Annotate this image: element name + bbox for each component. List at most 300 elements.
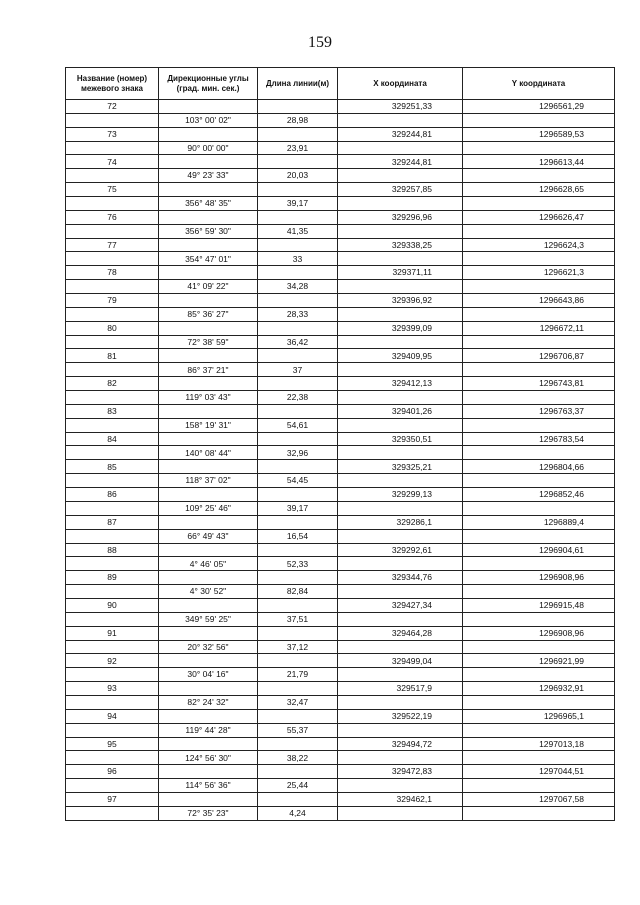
x-coordinate: 329396,92 (338, 294, 463, 308)
direction-angle: 86° 37' 21" (159, 363, 258, 377)
point-name: 76 (66, 210, 159, 224)
empty-cell (258, 543, 338, 557)
point-name: 94 (66, 709, 159, 723)
empty-cell (338, 113, 463, 127)
point-row (66, 238, 615, 252)
empty-cell (338, 668, 463, 682)
segment-row (66, 723, 615, 737)
empty-cell (66, 224, 159, 238)
empty-cell (463, 640, 615, 654)
segment-row (66, 751, 615, 765)
empty-cell (159, 460, 258, 474)
empty-cell (66, 197, 159, 211)
y-coordinate: 1296624,3 (463, 238, 615, 252)
header-x: X координата (338, 68, 463, 100)
x-coordinate: 329371,11 (338, 266, 463, 280)
empty-cell (159, 127, 258, 141)
direction-angle: 349° 59' 25" (159, 612, 258, 626)
empty-cell (463, 169, 615, 183)
empty-cell (463, 806, 615, 820)
point-name: 89 (66, 571, 159, 585)
y-coordinate: 1296932,91 (463, 682, 615, 696)
empty-cell (338, 391, 463, 405)
line-length: 28,33 (258, 307, 338, 321)
x-coordinate: 329462,1 (338, 792, 463, 806)
y-coordinate: 1296763,37 (463, 404, 615, 418)
y-coordinate: 1296804,66 (463, 460, 615, 474)
empty-cell (159, 155, 258, 169)
direction-angle: 140° 08' 44" (159, 446, 258, 460)
direction-angle: 49° 23' 33" (159, 169, 258, 183)
empty-cell (258, 765, 338, 779)
line-length: 37,51 (258, 612, 338, 626)
y-coordinate: 1297013,18 (463, 737, 615, 751)
direction-angle: 4° 46' 05" (159, 557, 258, 571)
point-row (66, 404, 615, 418)
point-name: 79 (66, 294, 159, 308)
y-coordinate: 1296743,81 (463, 377, 615, 391)
empty-cell (338, 474, 463, 488)
y-coordinate: 1296908,96 (463, 571, 615, 585)
direction-angle: 66° 49' 43" (159, 529, 258, 543)
y-coordinate: 1296908,96 (463, 626, 615, 640)
empty-cell (463, 141, 615, 155)
empty-cell (258, 404, 338, 418)
y-coordinate: 1296915,48 (463, 598, 615, 612)
empty-cell (338, 695, 463, 709)
x-coordinate: 329399,09 (338, 321, 463, 335)
segment-row (66, 197, 615, 211)
empty-cell (463, 751, 615, 765)
point-row (66, 709, 615, 723)
table-body (66, 100, 615, 821)
x-coordinate: 329292,61 (338, 543, 463, 557)
empty-cell (66, 446, 159, 460)
point-name: 93 (66, 682, 159, 696)
segment-row (66, 640, 615, 654)
y-coordinate: 1296643,86 (463, 294, 615, 308)
empty-cell (258, 155, 338, 169)
point-row (66, 792, 615, 806)
empty-cell (338, 640, 463, 654)
empty-cell (66, 307, 159, 321)
empty-cell (463, 668, 615, 682)
x-coordinate: 329244,81 (338, 155, 463, 169)
point-row (66, 765, 615, 779)
point-row (66, 737, 615, 751)
empty-cell (338, 363, 463, 377)
point-name: 75 (66, 183, 159, 197)
segment-row (66, 169, 615, 183)
point-name: 83 (66, 404, 159, 418)
point-row (66, 100, 615, 114)
empty-cell (338, 252, 463, 266)
segment-row (66, 252, 615, 266)
y-coordinate: 1296706,87 (463, 349, 615, 363)
point-name: 82 (66, 377, 159, 391)
direction-angle: 72° 38' 59" (159, 335, 258, 349)
point-name: 95 (66, 737, 159, 751)
empty-cell (338, 585, 463, 599)
direction-angle: 30° 04' 16" (159, 668, 258, 682)
empty-cell (258, 737, 338, 751)
empty-cell (463, 307, 615, 321)
x-coordinate: 329499,04 (338, 654, 463, 668)
empty-cell (66, 141, 159, 155)
empty-cell (258, 321, 338, 335)
empty-cell (159, 598, 258, 612)
point-name: 81 (66, 349, 159, 363)
empty-cell (66, 612, 159, 626)
empty-cell (66, 474, 159, 488)
point-row (66, 266, 615, 280)
empty-cell (258, 266, 338, 280)
segment-row (66, 557, 615, 571)
direction-angle: 41° 09' 22" (159, 280, 258, 294)
empty-cell (258, 709, 338, 723)
segment-row (66, 391, 615, 405)
point-row (66, 682, 615, 696)
line-length: 34,28 (258, 280, 338, 294)
point-name: 97 (66, 792, 159, 806)
segment-row (66, 501, 615, 515)
empty-cell (159, 543, 258, 557)
empty-cell (159, 571, 258, 585)
x-coordinate: 329244,81 (338, 127, 463, 141)
point-row (66, 488, 615, 502)
empty-cell (338, 501, 463, 515)
empty-cell (258, 210, 338, 224)
point-name: 91 (66, 626, 159, 640)
line-length: 21,79 (258, 668, 338, 682)
y-coordinate: 1296626,47 (463, 210, 615, 224)
empty-cell (463, 363, 615, 377)
empty-cell (338, 806, 463, 820)
line-length: 52,33 (258, 557, 338, 571)
segment-row (66, 224, 615, 238)
empty-cell (66, 557, 159, 571)
point-row (66, 598, 615, 612)
empty-cell (159, 515, 258, 529)
header-y: Y координата (463, 68, 615, 100)
point-row (66, 377, 615, 391)
y-coordinate: 1297044,51 (463, 765, 615, 779)
line-length: 39,17 (258, 197, 338, 211)
line-length: 28,98 (258, 113, 338, 127)
direction-angle: 114° 56' 36" (159, 779, 258, 793)
line-length: 38,22 (258, 751, 338, 765)
empty-cell (66, 113, 159, 127)
point-row (66, 127, 615, 141)
point-name: 88 (66, 543, 159, 557)
line-length: 41,35 (258, 224, 338, 238)
segment-row (66, 335, 615, 349)
x-coordinate: 329472,83 (338, 765, 463, 779)
direction-angle: 82° 24' 32" (159, 695, 258, 709)
empty-cell (159, 183, 258, 197)
direction-angle: 118° 37' 02" (159, 474, 258, 488)
empty-cell (159, 432, 258, 446)
line-length: 25,44 (258, 779, 338, 793)
empty-cell (338, 141, 463, 155)
y-coordinate: 1296852,46 (463, 488, 615, 502)
line-length: 33 (258, 252, 338, 266)
empty-cell (338, 557, 463, 571)
empty-cell (463, 335, 615, 349)
point-name: 96 (66, 765, 159, 779)
segment-row (66, 668, 615, 682)
point-row (66, 626, 615, 640)
line-length: 82,84 (258, 585, 338, 599)
empty-cell (463, 113, 615, 127)
empty-cell (66, 779, 159, 793)
empty-cell (338, 446, 463, 460)
empty-cell (338, 418, 463, 432)
empty-cell (258, 377, 338, 391)
empty-cell (463, 557, 615, 571)
empty-cell (66, 252, 159, 266)
empty-cell (258, 488, 338, 502)
point-name: 87 (66, 515, 159, 529)
x-coordinate: 329286,1 (338, 515, 463, 529)
empty-cell (66, 751, 159, 765)
empty-cell (463, 695, 615, 709)
empty-cell (463, 418, 615, 432)
empty-cell (159, 377, 258, 391)
empty-cell (463, 779, 615, 793)
point-name: 73 (66, 127, 159, 141)
point-name: 85 (66, 460, 159, 474)
x-coordinate: 329427,34 (338, 598, 463, 612)
point-name: 80 (66, 321, 159, 335)
x-coordinate: 329325,21 (338, 460, 463, 474)
header-angle: Дирекционные углы (град. мин. сек.) (159, 68, 258, 100)
empty-cell (463, 612, 615, 626)
y-coordinate: 1296921,99 (463, 654, 615, 668)
empty-cell (159, 294, 258, 308)
x-coordinate: 329251,33 (338, 100, 463, 114)
empty-cell (159, 266, 258, 280)
direction-angle: 4° 30' 52" (159, 585, 258, 599)
line-length: 55,37 (258, 723, 338, 737)
empty-cell (338, 779, 463, 793)
empty-cell (463, 501, 615, 515)
empty-cell (159, 654, 258, 668)
y-coordinate: 1296672,11 (463, 321, 615, 335)
empty-cell (258, 792, 338, 806)
empty-cell (463, 197, 615, 211)
x-coordinate: 329338,25 (338, 238, 463, 252)
segment-row (66, 695, 615, 709)
point-name: 90 (66, 598, 159, 612)
x-coordinate: 329409,95 (338, 349, 463, 363)
line-length: 23,91 (258, 141, 338, 155)
line-length: 36,42 (258, 335, 338, 349)
point-row (66, 432, 615, 446)
empty-cell (338, 169, 463, 183)
empty-cell (338, 751, 463, 765)
header-name: Название (номер) межевого знака (66, 68, 159, 100)
empty-cell (258, 598, 338, 612)
empty-cell (159, 321, 258, 335)
empty-cell (66, 806, 159, 820)
empty-cell (159, 626, 258, 640)
empty-cell (159, 488, 258, 502)
point-row (66, 571, 615, 585)
empty-cell (66, 280, 159, 294)
line-length: 22,38 (258, 391, 338, 405)
empty-cell (463, 224, 615, 238)
point-row (66, 183, 615, 197)
y-coordinate: 1296889,4 (463, 515, 615, 529)
empty-cell (338, 723, 463, 737)
x-coordinate: 329257,85 (338, 183, 463, 197)
y-coordinate: 1296783,54 (463, 432, 615, 446)
empty-cell (159, 238, 258, 252)
empty-cell (463, 474, 615, 488)
empty-cell (66, 668, 159, 682)
segment-row (66, 529, 615, 543)
direction-angle: 20° 32' 56" (159, 640, 258, 654)
line-length: 37 (258, 363, 338, 377)
empty-cell (338, 197, 463, 211)
segment-row (66, 474, 615, 488)
point-name: 78 (66, 266, 159, 280)
y-coordinate: 1296589,53 (463, 127, 615, 141)
table-header (66, 68, 615, 100)
empty-cell (66, 169, 159, 183)
empty-cell (463, 252, 615, 266)
segment-row (66, 612, 615, 626)
line-length: 4,24 (258, 806, 338, 820)
empty-cell (338, 529, 463, 543)
point-row (66, 349, 615, 363)
empty-cell (338, 307, 463, 321)
empty-cell (463, 446, 615, 460)
empty-cell (66, 363, 159, 377)
point-row (66, 294, 615, 308)
direction-angle: 119° 44' 28" (159, 723, 258, 737)
point-row (66, 654, 615, 668)
empty-cell (258, 349, 338, 363)
y-coordinate: 1296621,3 (463, 266, 615, 280)
segment-row (66, 113, 615, 127)
line-length: 32,47 (258, 695, 338, 709)
segment-row (66, 779, 615, 793)
direction-angle: 103° 00' 02" (159, 113, 258, 127)
empty-cell (258, 432, 338, 446)
empty-cell (258, 183, 338, 197)
x-coordinate: 329344,76 (338, 571, 463, 585)
empty-cell (66, 335, 159, 349)
point-row (66, 515, 615, 529)
x-coordinate: 329517,9 (338, 682, 463, 696)
line-length: 20,03 (258, 169, 338, 183)
x-coordinate: 329296,96 (338, 210, 463, 224)
empty-cell (159, 349, 258, 363)
empty-cell (258, 626, 338, 640)
segment-row (66, 446, 615, 460)
empty-cell (258, 682, 338, 696)
segment-row (66, 141, 615, 155)
point-name: 92 (66, 654, 159, 668)
empty-cell (159, 682, 258, 696)
point-row (66, 543, 615, 557)
empty-cell (66, 529, 159, 543)
empty-cell (463, 280, 615, 294)
point-row (66, 321, 615, 335)
empty-cell (159, 765, 258, 779)
empty-cell (463, 585, 615, 599)
line-length: 39,17 (258, 501, 338, 515)
x-coordinate: 329350,51 (338, 432, 463, 446)
boundary-points-table (65, 67, 615, 821)
empty-cell (66, 640, 159, 654)
empty-cell (66, 418, 159, 432)
y-coordinate: 1296904,61 (463, 543, 615, 557)
direction-angle: 356° 48' 35" (159, 197, 258, 211)
empty-cell (463, 391, 615, 405)
line-length: 32,96 (258, 446, 338, 460)
segment-row (66, 585, 615, 599)
direction-angle: 90° 00' 00" (159, 141, 258, 155)
x-coordinate: 329522,19 (338, 709, 463, 723)
line-length: 37,12 (258, 640, 338, 654)
x-coordinate: 329412,13 (338, 377, 463, 391)
direction-angle: 158° 19' 31" (159, 418, 258, 432)
empty-cell (66, 585, 159, 599)
empty-cell (159, 709, 258, 723)
line-length: 54,45 (258, 474, 338, 488)
direction-angle: 356° 59' 30" (159, 224, 258, 238)
x-coordinate: 329494,72 (338, 737, 463, 751)
empty-cell (258, 460, 338, 474)
empty-cell (66, 391, 159, 405)
empty-cell (258, 238, 338, 252)
direction-angle: 109° 25' 46" (159, 501, 258, 515)
point-name: 77 (66, 238, 159, 252)
point-name: 86 (66, 488, 159, 502)
segment-row (66, 806, 615, 820)
empty-cell (338, 224, 463, 238)
empty-cell (66, 501, 159, 515)
segment-row (66, 307, 615, 321)
empty-cell (66, 723, 159, 737)
point-name: 84 (66, 432, 159, 446)
empty-cell (159, 792, 258, 806)
header-length: Длина линии(м) (258, 68, 338, 100)
empty-cell (338, 612, 463, 626)
empty-cell (159, 404, 258, 418)
x-coordinate: 329299,13 (338, 488, 463, 502)
y-coordinate: 1296613,44 (463, 155, 615, 169)
page-number: 159 (308, 34, 332, 51)
empty-cell (258, 294, 338, 308)
direction-angle: 124° 56' 30" (159, 751, 258, 765)
empty-cell (338, 280, 463, 294)
y-coordinate: 1297067,58 (463, 792, 615, 806)
empty-cell (159, 737, 258, 751)
x-coordinate: 329464,28 (338, 626, 463, 640)
empty-cell (338, 335, 463, 349)
empty-cell (463, 529, 615, 543)
direction-angle: 119° 03' 43" (159, 391, 258, 405)
empty-cell (258, 515, 338, 529)
segment-row (66, 280, 615, 294)
direction-angle: 85° 36' 27" (159, 307, 258, 321)
x-coordinate: 329401,26 (338, 404, 463, 418)
point-row (66, 210, 615, 224)
